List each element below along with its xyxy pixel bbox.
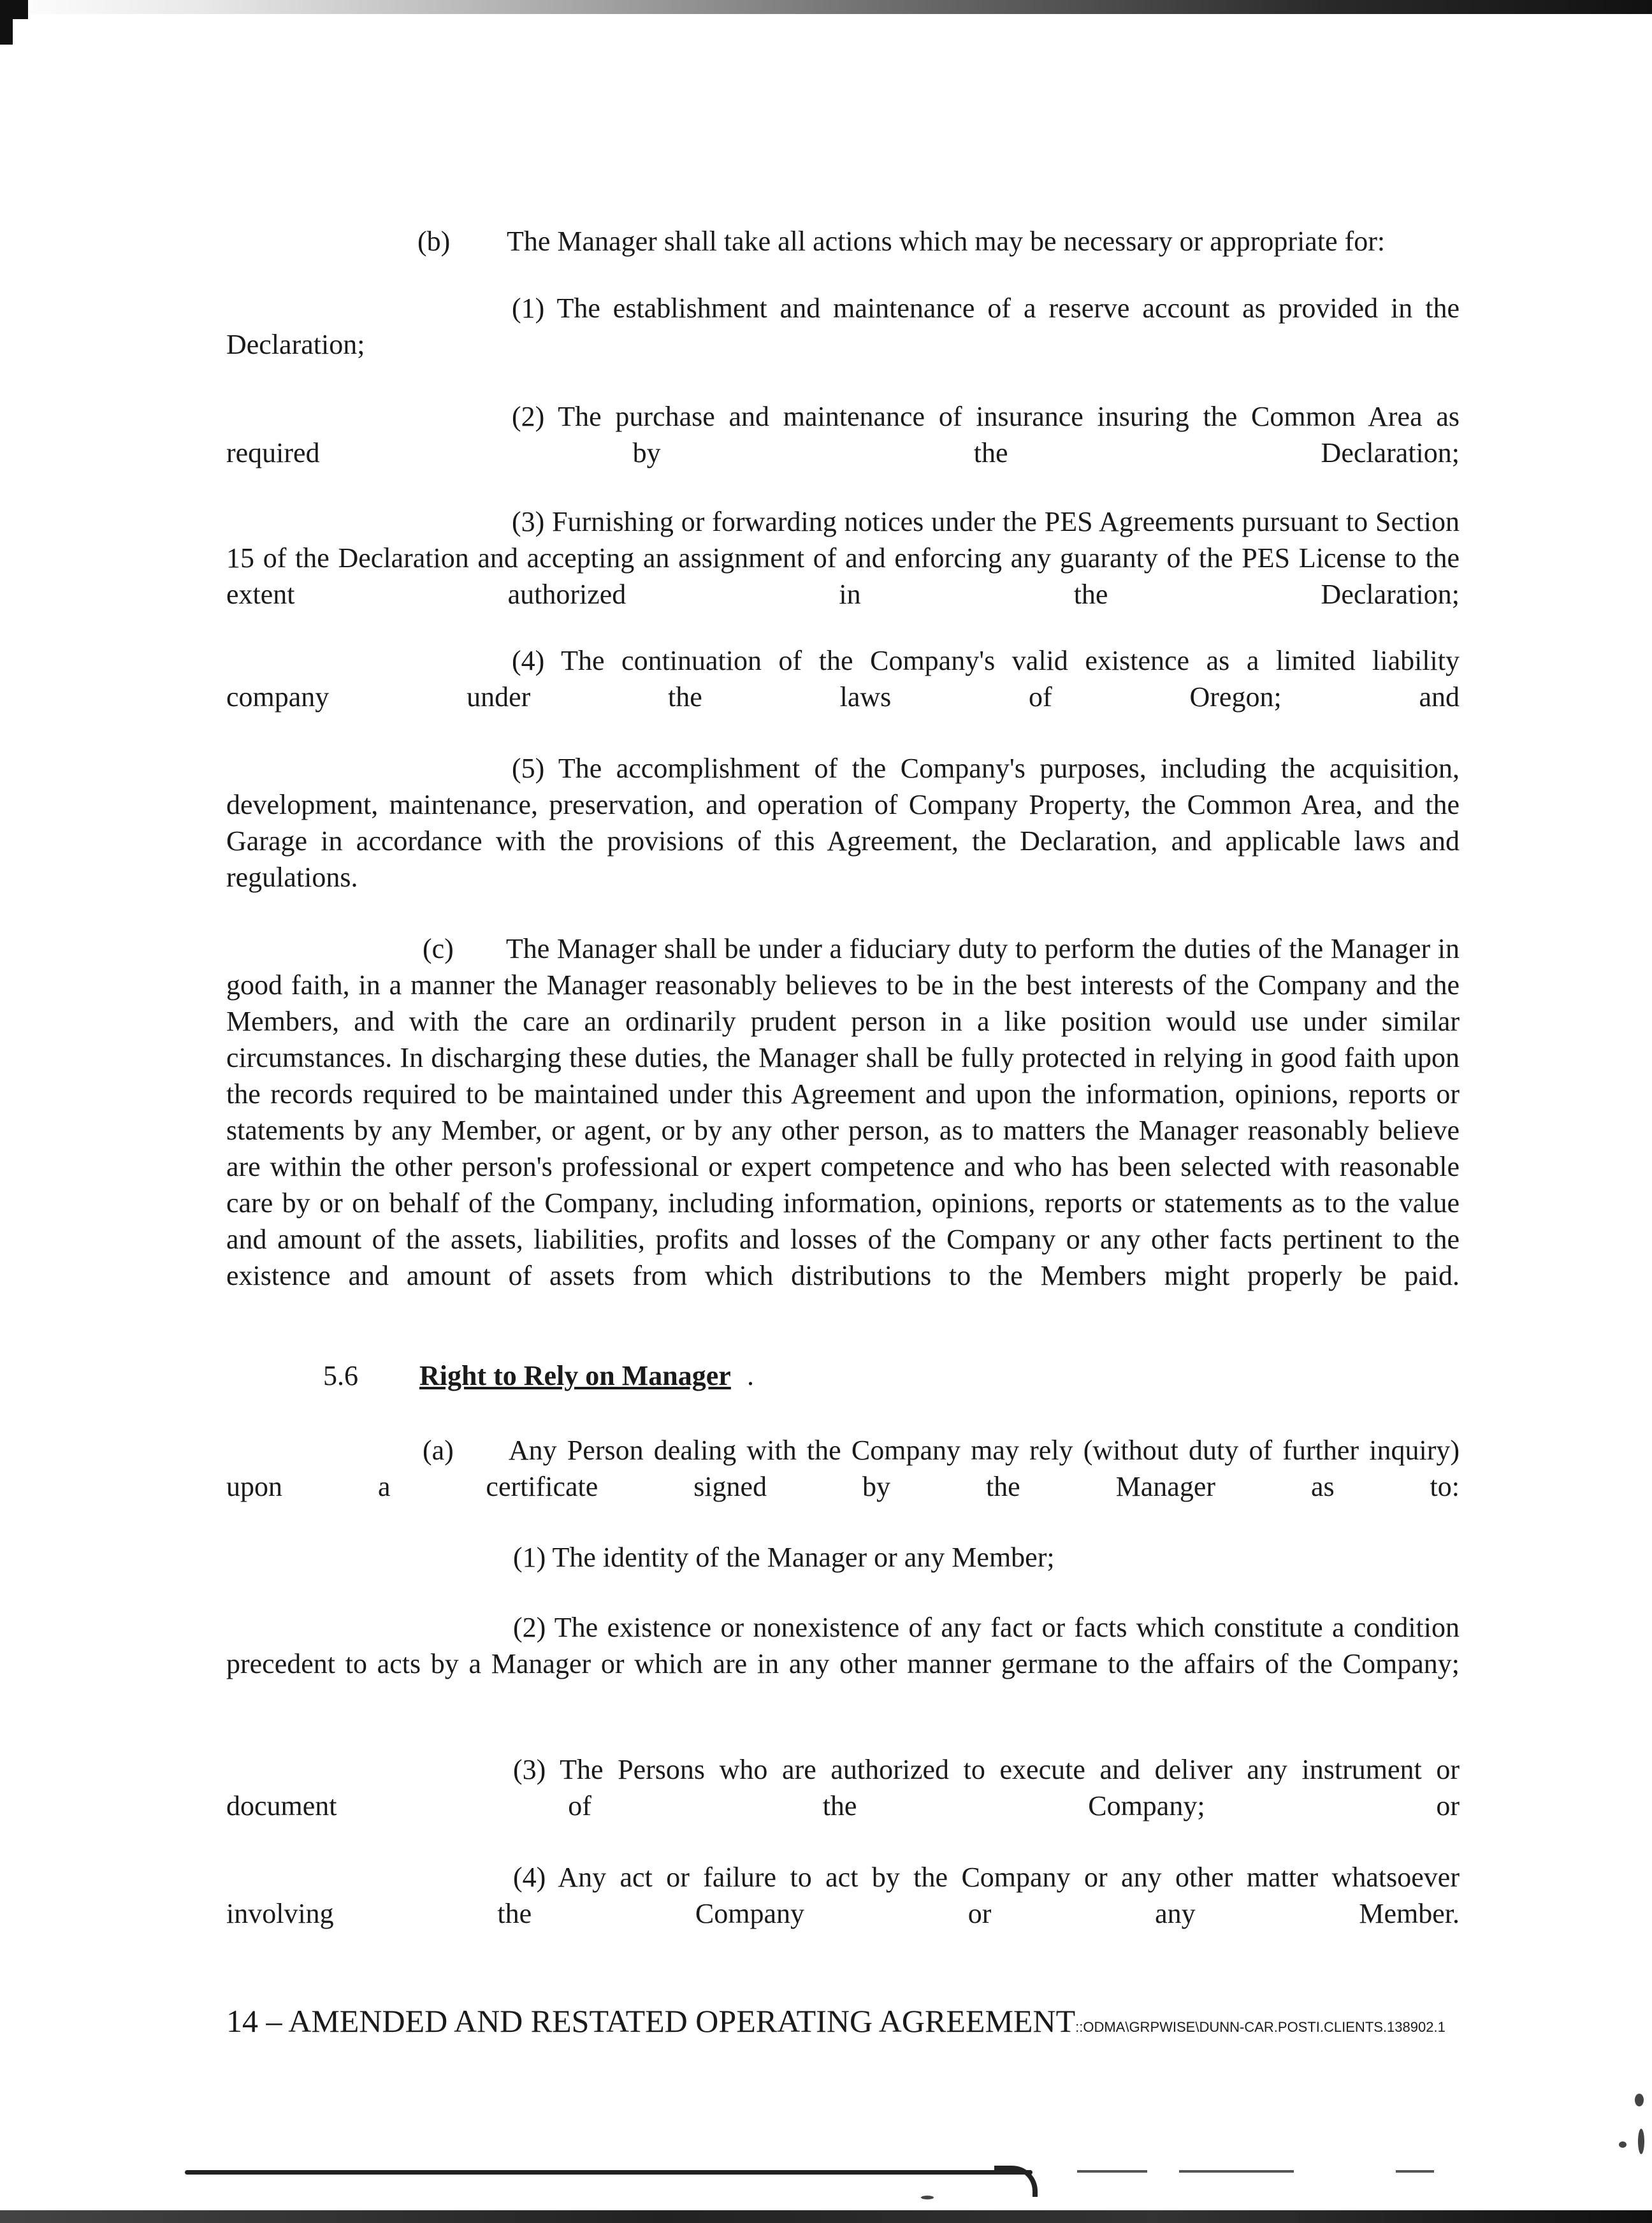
scan-speck [1635, 2094, 1644, 2106]
paragraph-c [226, 930, 1460, 1294]
paragraph-b5: (5) The accomplishment of the Company's purposes, including the acquisition, development, maintenance, preservation, and operation of Company Property, the Common Area, and the Garage in accordance with the provisions of this Agreement, the Declaration, and applicable laws and regulations. [226, 753, 1460, 893]
section-title: Right to Rely on Manager [419, 1360, 731, 1391]
scan-speck [921, 2196, 934, 2199]
paragraph-b [226, 223, 1460, 259]
scan-dash [1256, 2170, 1294, 2173]
footer-title: 14 – AMENDED AND RESTATED OPERATING AGREEMENT [226, 2003, 1076, 2039]
paragraph-a-text: Any Person dealing with the Company may rely (without duty of further inquiry) upon a certificate signed by the Manager as to: [226, 1435, 1460, 1502]
paragraph-b3: (3) Furnishing or forwarding notices under the PES Agreements pursuant to Section 15 of the Declaration and accepting an assignment of and enforcing any guaranty of the PES License to the extent authorized in the Declaration; [226, 506, 1460, 610]
paragraph-b4: (4) The continuation of the Company's valid existence as a limited liability company under the laws of Oregon; and [226, 645, 1460, 713]
scan-speck [1619, 2141, 1627, 2148]
paragraph-a3: (3) The Persons who are authorized to execute and deliver any instrument or document of the Company; or [226, 1754, 1460, 1821]
paragraph-a [226, 1432, 1460, 1505]
paragraph-a1: (1) The identity of the Manager or any Member; [513, 1542, 1055, 1573]
scan-dash [1077, 2170, 1147, 2173]
paragraph-b1: (1) The establishment and maintenance of a reserve account as provided in the Declaration; [226, 293, 1460, 360]
scan-speck [1638, 2129, 1644, 2154]
paragraph-b-label: (b) [417, 226, 451, 257]
paragraph-a4: (4) Any act or failure to act by the Company or any other matter whatsoever involving the Company or any Member. [226, 1862, 1460, 1929]
paragraph-c-text: The Manager shall be under a fiduciary duty to perform the duties of the Manager in good faith, in a manner the Manager reasonably believes to be in the best interests of the Company and the Members, and with the care an ordinarily prudent person in a like position would use under similar circumstances. In discharging these duties, the Manager shall be fully protected in relying in good faith upon the records required to be maintained under this Agreement and upon the information, opinions, reports or statements by any Member, or agent, or by any other person, as to matters the Manager reasonably believe are within the other person's professional or expert competence and who has been selected with reasonable care by or on behalf of the Company, including information, opinions, reports or statements as to the value and amount of the assets, liabilities, profits and losses of the Company or any other facts pertinent to the existence and amount of assets from which distributions to the Members might properly be paid. [226, 933, 1460, 1291]
section-title-period: . [747, 1360, 754, 1391]
paragraph-a-label: (a) [423, 1435, 454, 1466]
paragraph-b2: (2) The purchase and maintenance of insurance insuring the Common Area as required by the Declaration; [226, 401, 1460, 468]
scan-dash [1396, 2170, 1434, 2173]
scan-bottom-rule [185, 2170, 1032, 2175]
page-footer [226, 2002, 1446, 2039]
scan-edge-bottom [0, 2210, 1652, 2223]
section-number: 5.6 [323, 1360, 358, 1391]
paragraph-a2: (2) The existence or nonexistence of any fact or facts which constitute a condition precedent to acts by a Manager or which are in any other manner germane to the affairs of the Company; [226, 1612, 1460, 1679]
scan-edge-top [0, 0, 1652, 14]
paragraph-c-label: (c) [423, 933, 454, 964]
footer-doc-ref: ::ODMA\GRPWISE\DUNN-CAR.POSTI.CLIENTS.138902.1 [1075, 2019, 1446, 2035]
scan-corner-mark-tab [0, 0, 28, 19]
paragraph-b-text: The Manager shall take all actions which may be necessary or appropriate for: [507, 226, 1386, 257]
